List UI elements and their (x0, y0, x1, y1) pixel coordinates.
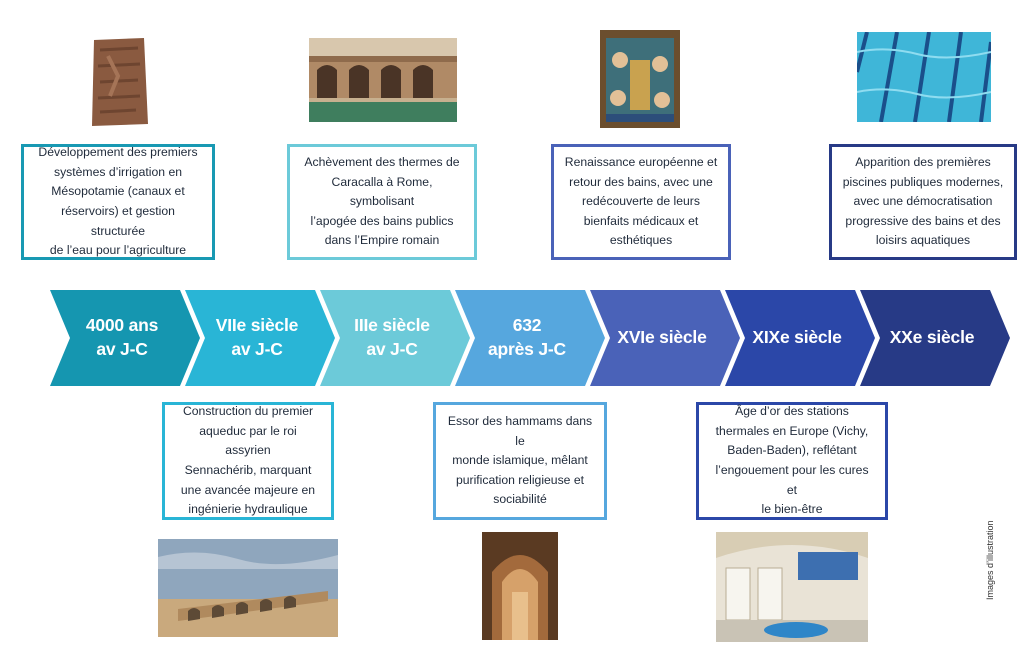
event-box-hammams: Essor des hammams dans le monde islamique, mêlant purification religieuse et sociabilité (433, 402, 607, 520)
photo-aqueduct (158, 539, 338, 637)
timeline-period-label-1: 4000 ans av J-C (85, 315, 159, 359)
timeline-period-label-3: IIIe siècle av J-C (354, 315, 430, 359)
timeline-period-label-4: 632 après J-C (488, 315, 566, 359)
timeline-period-label-2: VIIe siècle av J-C (215, 315, 299, 359)
photo-spa-hall (716, 532, 868, 642)
event-box-irrigation: Développement des premiers systèmes d’irrigation en Mésopotamie (canaux et réservoirs) et gestion structurée de l’eau pour l’agriculture (21, 144, 215, 260)
image-credit: Images d’illustration (985, 520, 995, 600)
event-box-caracalla: Achèvement des thermes de Caracalla à Rome, symbolisant l’apogée des bains publics dans l’Empire romain (287, 144, 477, 260)
timeline-period-label-6: XIXe siècle (752, 327, 842, 348)
photo-hammam (482, 532, 558, 640)
event-box-spa-towns: Âge d’or des stations thermales en Europe (Vichy, Baden-Baden), reflétant l’engouement pour les cures et le bien-être (696, 402, 888, 520)
event-box-renaissance: Renaissance européenne et retour des bains, avec une redécouverte de leurs bienfaits médicaux et esthétiques (551, 144, 731, 260)
event-box-public-pools: Apparition des premières piscines publiques modernes, avec une démocratisation progressive des bains et des loisirs aquatiques (829, 144, 1017, 260)
event-box-aqueduct: Construction du premier aqueduc par le roi assyrien Sennachérib, marquant une avancée majeure en ingénierie hydraulique (162, 402, 334, 520)
timeline-period-label-5: XVIe siècle (617, 327, 707, 348)
timeline-period-label-7: XXe siècle (889, 327, 975, 348)
